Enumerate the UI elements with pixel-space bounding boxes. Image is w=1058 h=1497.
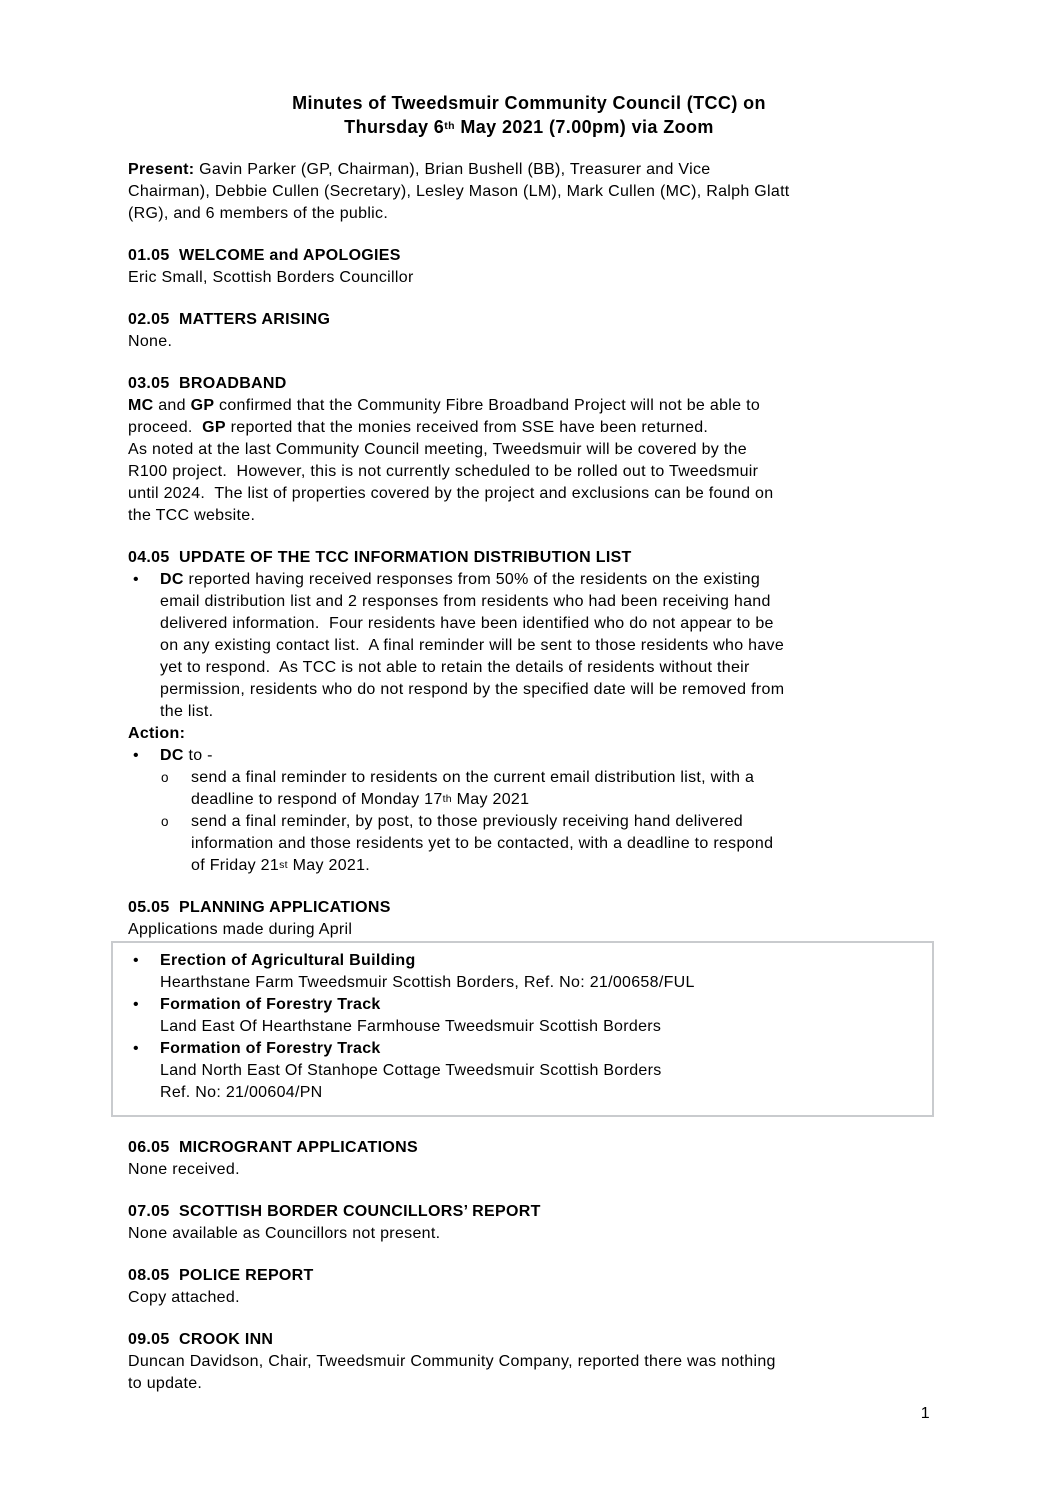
bullet-text: [160, 950, 932, 994]
document-content: [128, 91, 930, 1395]
blank-line: [128, 1245, 930, 1265]
bullet-marker: •: [133, 952, 139, 969]
text-run: send a final reminder, by post, to those previously receiving hand delivered: [191, 813, 743, 830]
text-run: Copy attached.: [128, 1289, 240, 1306]
text-run: and: [153, 397, 191, 414]
section-heading-planning: 05.05 PLANNING APPLICATIONS: [128, 899, 391, 916]
section-heading-crook-inn: 09.05 CROOK INN: [128, 1331, 274, 1348]
text-run: until 2024. The list of properties covered by the project and exclusions can be found on: [128, 485, 774, 502]
section-heading-matters-arising: 02.05 MATTERS ARISING: [128, 311, 331, 328]
action-label: [128, 723, 930, 745]
text-run: May 2021: [451, 791, 530, 808]
text-run: May 2021.: [287, 857, 371, 874]
bold-text-run: GP: [202, 419, 226, 436]
text-run: email distribution list and 2 responses from residents who had been receiving hand: [160, 593, 771, 610]
text-run: Land East Of Hearthstane Farmhouse Tweedsmuir Scottish Borders: [160, 1018, 662, 1035]
text-run: Land North East Of Stanhope Cottage Tweedsmuir Scottish Borders: [160, 1062, 662, 1079]
blank-line: [128, 289, 930, 309]
text-run: Ref. No: 21/00604/PN: [160, 1084, 323, 1101]
planning-intro: [128, 919, 930, 941]
text-run: None received.: [128, 1161, 240, 1178]
apologies-text: [128, 267, 930, 289]
page-number: 1: [920, 1405, 930, 1422]
blank-line: [128, 1309, 930, 1329]
section-heading-distribution-list: 04.05 UPDATE OF THE TCC INFORMATION DISTRIBUTION LIST: [128, 549, 632, 566]
text-run: proceed.: [128, 419, 203, 436]
blank-line: [128, 139, 930, 159]
bullet-text: [191, 767, 930, 811]
bold-text-run: MC: [128, 397, 154, 414]
bold-text-run: DC: [160, 747, 184, 764]
text-run: the list.: [160, 703, 214, 720]
bold-text-run: Erection of Agricultural Building: [160, 952, 416, 969]
action-sub-bullet-email: [128, 767, 930, 811]
bold-text-run: GP: [190, 397, 215, 414]
blank-line: [128, 877, 930, 897]
bullet-marker: •: [133, 571, 139, 588]
text-run: to update.: [128, 1375, 203, 1392]
text-run: send a final reminder to residents on the current email distribution list, with a: [191, 769, 755, 786]
distribution-list-bullet: [128, 569, 930, 723]
text-run: Applications made during April: [128, 921, 353, 938]
bullet-text: [160, 569, 930, 723]
document-title: [128, 91, 930, 139]
text-run: the TCC website.: [128, 507, 256, 524]
bold-text-run: Formation of Forestry Track: [160, 996, 381, 1013]
text-run: yet to respond. As TCC is not able to retain the details of residents without their: [160, 659, 750, 676]
superscript-run: st: [279, 859, 288, 871]
action-sub-bullet-post: [128, 811, 930, 877]
crook-inn-text: [128, 1351, 930, 1395]
section-heading-councillors-report: 07.05 SCOTTISH BORDER COUNCILLORS’ REPORT: [128, 1203, 541, 1220]
text-run: delivered information. Four residents have been identified who do not appear to be: [160, 615, 774, 632]
text-run: permission, residents who do not respond by the specified date will be removed from: [160, 681, 785, 698]
text-run: of Friday 21: [191, 857, 280, 874]
text-run: Minutes of Tweedsmuir Community Council (TCC) on: [292, 93, 766, 113]
text-run: reported that the monies received from SSE have been returned.: [225, 419, 709, 436]
text-run: Hearthstane Farm Tweedsmuir Scottish Borders, Ref. No: 21/00658/FUL: [160, 974, 695, 991]
text-run: to -: [183, 747, 213, 764]
text-run: Duncan Davidson, Chair, Tweedsmuir Community Company, reported there was nothing: [128, 1353, 776, 1370]
text-run: May 2021 (7.00pm) via Zoom: [454, 117, 714, 137]
bold-text-run: Action:: [128, 725, 186, 742]
microgrant-text: [128, 1159, 930, 1181]
bold-text-run: DC: [160, 571, 184, 588]
superscript-run: th: [442, 793, 452, 805]
section-heading-broadband: 03.05 BROADBAND: [128, 375, 287, 392]
present-paragraph: [128, 159, 930, 225]
text-run: R100 project. However, this is not currently scheduled to be rolled out to Tweedsmuir: [128, 463, 759, 480]
bullet-marker: •: [133, 747, 139, 764]
blank-line: [128, 353, 930, 373]
section-heading-welcome: 01.05 WELCOME and APOLOGIES: [128, 247, 401, 264]
bullet-text: [160, 745, 930, 767]
councillors-report-text: [128, 1223, 930, 1245]
blank-line: [128, 527, 930, 547]
bold-text-run: Formation of Forestry Track: [160, 1040, 381, 1057]
section-heading-police-report: 08.05 POLICE REPORT: [128, 1267, 314, 1284]
bullet-marker: •: [133, 996, 139, 1013]
text-run: Gavin Parker (GP, Chairman), Brian Bushell (BB), Treasurer and Vice: [194, 161, 711, 178]
police-report-text: [128, 1287, 930, 1309]
blank-line: [128, 1117, 930, 1137]
text-run: None.: [128, 333, 173, 350]
bullet-marker: o: [161, 770, 169, 785]
bold-text-run: Present:: [128, 161, 195, 178]
planning-applications-box: [111, 941, 934, 1117]
text-run: deadline to respond of Monday 17: [191, 791, 443, 808]
text-run: Eric Small, Scottish Borders Councillor: [128, 269, 414, 286]
matters-arising-text: [128, 331, 930, 353]
bullet-marker: •: [133, 1040, 139, 1057]
broadband-text: [128, 395, 930, 527]
text-run: Thursday 6: [344, 117, 445, 137]
superscript-run: th: [444, 120, 455, 132]
bullet-text: [160, 1038, 932, 1104]
section-heading-microgrant: 06.05 MICROGRANT APPLICATIONS: [128, 1139, 418, 1156]
text-run: information and those residents yet to be contacted, with a deadline to respond: [191, 835, 774, 852]
text-run: None available as Councillors not present.: [128, 1225, 441, 1242]
action-bullet: [128, 745, 930, 767]
text-run: Chairman), Debbie Cullen (Secretary), Lesley Mason (LM), Mark Cullen (MC), Ralph Glatt: [128, 183, 790, 200]
text-run: confirmed that the Community Fibre Broadband Project will not be able to: [214, 397, 761, 414]
bullet-text: [160, 994, 932, 1038]
bullet-text: [191, 811, 930, 877]
text-run: on any existing contact list. A final reminder will be sent to those residents who have: [160, 637, 785, 654]
bullet-marker: o: [161, 814, 169, 829]
text-run: (RG), and 6 members of the public.: [128, 205, 389, 222]
blank-line: [128, 1181, 930, 1201]
text-run: As noted at the last Community Council meeting, Tweedsmuir will be covered by the: [128, 441, 747, 458]
text-run: reported having received responses from 50% of the residents on the existing: [183, 571, 761, 588]
blank-line: [128, 225, 930, 245]
